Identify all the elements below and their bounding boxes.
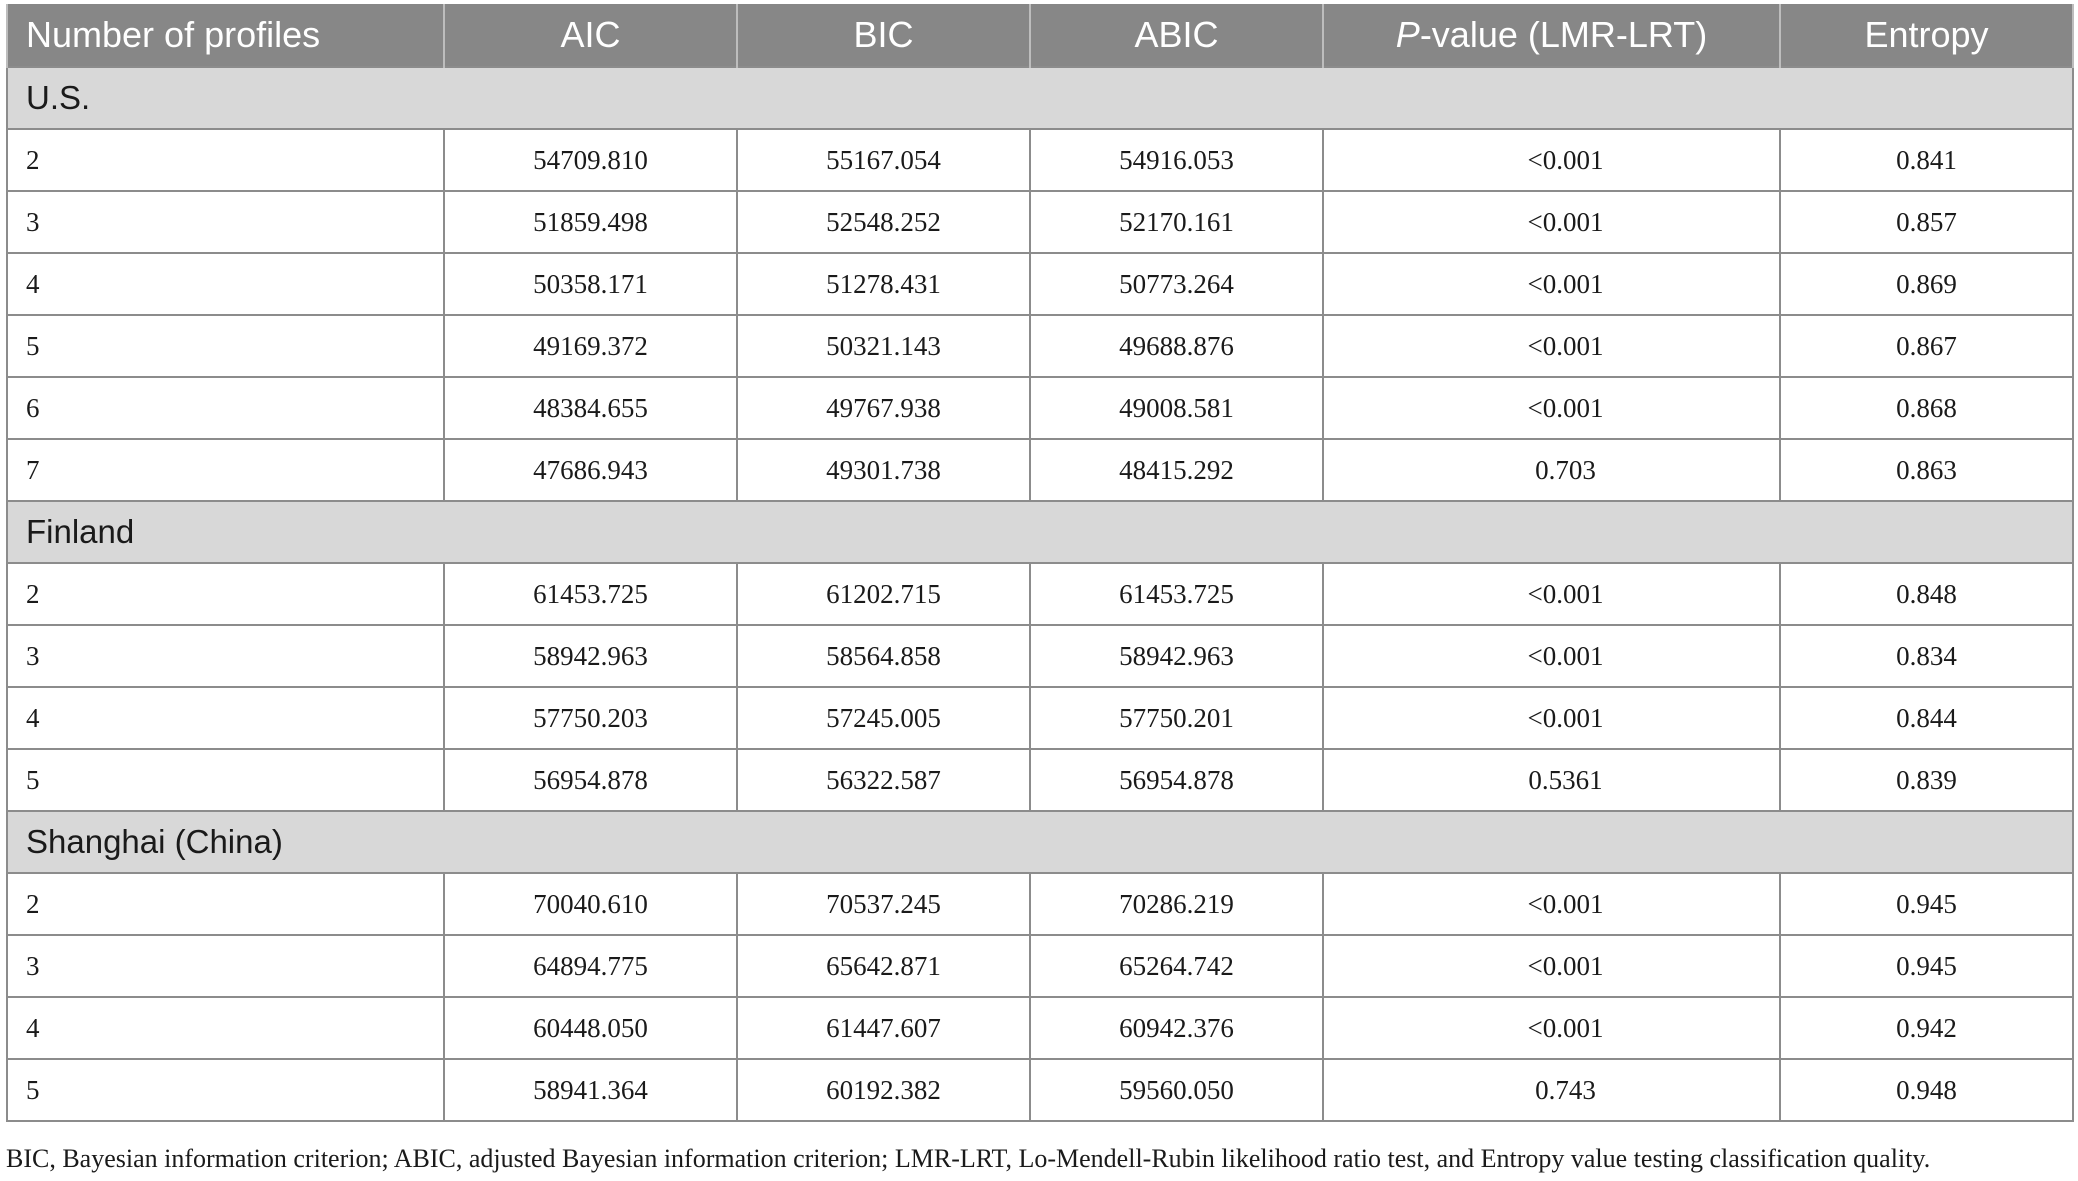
entropy-cell: 0.868 xyxy=(1780,377,2073,439)
group-row xyxy=(7,501,2073,563)
entropy-cell: 0.869 xyxy=(1780,253,2073,315)
profiles-cell: 5 xyxy=(7,749,444,811)
group-row xyxy=(7,811,2073,873)
table-row xyxy=(7,935,2073,997)
entropy-cell: 0.839 xyxy=(1780,749,2073,811)
profiles-cell: 3 xyxy=(7,935,444,997)
table-row xyxy=(7,439,2073,501)
table-row xyxy=(7,253,2073,315)
bic-cell: 58564.858 xyxy=(737,625,1030,687)
entropy-cell: 0.844 xyxy=(1780,687,2073,749)
abic-cell: 56954.878 xyxy=(1030,749,1323,811)
p-value-cell: 0.703 xyxy=(1323,439,1780,501)
abic-cell: 70286.219 xyxy=(1030,873,1323,935)
abic-cell: 60942.376 xyxy=(1030,997,1323,1059)
aic-cell: 51859.498 xyxy=(444,191,737,253)
p-value-cell: <0.001 xyxy=(1323,687,1780,749)
profiles-cell: 5 xyxy=(7,1059,444,1121)
entropy-cell: 0.863 xyxy=(1780,439,2073,501)
entropy-cell: 0.867 xyxy=(1780,315,2073,377)
table-row xyxy=(7,873,2073,935)
table-row xyxy=(7,625,2073,687)
group-row xyxy=(7,67,2073,129)
abic-cell: 49008.581 xyxy=(1030,377,1323,439)
profiles-cell: 2 xyxy=(7,129,444,191)
bic-cell: 70537.245 xyxy=(737,873,1030,935)
table-row xyxy=(7,1059,2073,1121)
aic-cell: 64894.775 xyxy=(444,935,737,997)
group-label: U.S. xyxy=(7,67,2073,129)
p-value-cell: <0.001 xyxy=(1323,377,1780,439)
profiles-cell: 6 xyxy=(7,377,444,439)
p-value-cell: <0.001 xyxy=(1323,997,1780,1059)
table-row xyxy=(7,563,2073,625)
bic-cell: 60192.382 xyxy=(737,1059,1030,1121)
profiles-cell: 5 xyxy=(7,315,444,377)
entropy-cell: 0.834 xyxy=(1780,625,2073,687)
profiles-cell: 3 xyxy=(7,625,444,687)
aic-cell: 61453.725 xyxy=(444,563,737,625)
profiles-cell: 4 xyxy=(7,253,444,315)
p-value-cell: <0.001 xyxy=(1323,873,1780,935)
p-value-cell: 0.5361 xyxy=(1323,749,1780,811)
p-value-cell: <0.001 xyxy=(1323,129,1780,191)
entropy-cell: 0.841 xyxy=(1780,129,2073,191)
bic-cell: 61202.715 xyxy=(737,563,1030,625)
entropy-cell: 0.945 xyxy=(1780,935,2073,997)
bic-cell: 55167.054 xyxy=(737,129,1030,191)
table-row xyxy=(7,315,2073,377)
profiles-cell: 3 xyxy=(7,191,444,253)
abic-cell: 48415.292 xyxy=(1030,439,1323,501)
group-label: Shanghai (China) xyxy=(7,811,2073,873)
bic-cell: 56322.587 xyxy=(737,749,1030,811)
bic-cell: 57245.005 xyxy=(737,687,1030,749)
header-row xyxy=(7,4,2073,67)
model-fit-table-container xyxy=(6,4,2072,1122)
model-fit-table xyxy=(6,4,2074,1122)
table-body xyxy=(7,67,2073,1121)
header-abic: ABIC xyxy=(1030,4,1323,67)
bic-cell: 49301.738 xyxy=(737,439,1030,501)
table-row xyxy=(7,687,2073,749)
profiles-cell: 2 xyxy=(7,563,444,625)
entropy-cell: 0.942 xyxy=(1780,997,2073,1059)
aic-cell: 60448.050 xyxy=(444,997,737,1059)
aic-cell: 47686.943 xyxy=(444,439,737,501)
abic-cell: 50773.264 xyxy=(1030,253,1323,315)
bic-cell: 65642.871 xyxy=(737,935,1030,997)
header-entropy: Entropy xyxy=(1780,4,2073,67)
aic-cell: 56954.878 xyxy=(444,749,737,811)
bic-cell: 50321.143 xyxy=(737,315,1030,377)
table-row xyxy=(7,997,2073,1059)
abic-cell: 57750.201 xyxy=(1030,687,1323,749)
abic-cell: 59560.050 xyxy=(1030,1059,1323,1121)
table-row xyxy=(7,749,2073,811)
profiles-cell: 4 xyxy=(7,687,444,749)
p-value-cell: <0.001 xyxy=(1323,315,1780,377)
aic-cell: 58942.963 xyxy=(444,625,737,687)
abic-cell: 58942.963 xyxy=(1030,625,1323,687)
aic-cell: 54709.810 xyxy=(444,129,737,191)
bic-cell: 52548.252 xyxy=(737,191,1030,253)
aic-cell: 49169.372 xyxy=(444,315,737,377)
entropy-cell: 0.848 xyxy=(1780,563,2073,625)
p-value-cell: <0.001 xyxy=(1323,563,1780,625)
abic-cell: 65264.742 xyxy=(1030,935,1323,997)
aic-cell: 70040.610 xyxy=(444,873,737,935)
header-p-rest: -value (LMR-LRT) xyxy=(1419,14,1708,55)
aic-cell: 57750.203 xyxy=(444,687,737,749)
aic-cell: 48384.655 xyxy=(444,377,737,439)
group-label: Finland xyxy=(7,501,2073,563)
abic-cell: 54916.053 xyxy=(1030,129,1323,191)
bic-cell: 51278.431 xyxy=(737,253,1030,315)
p-value-cell: <0.001 xyxy=(1323,253,1780,315)
abic-cell: 49688.876 xyxy=(1030,315,1323,377)
header-bic: BIC xyxy=(737,4,1030,67)
table-row xyxy=(7,377,2073,439)
p-value-cell: 0.743 xyxy=(1323,1059,1780,1121)
header-p-value xyxy=(1323,4,1780,67)
aic-cell: 50358.171 xyxy=(444,253,737,315)
aic-cell: 58941.364 xyxy=(444,1059,737,1121)
profiles-cell: 7 xyxy=(7,439,444,501)
entropy-cell: 0.948 xyxy=(1780,1059,2073,1121)
entropy-cell: 0.857 xyxy=(1780,191,2073,253)
bic-cell: 49767.938 xyxy=(737,377,1030,439)
abic-cell: 52170.161 xyxy=(1030,191,1323,253)
table-footnote: BIC, Bayesian information criterion; ABIC, adjusted Bayesian information criterion; LMR-LRT, Lo-Mendell-Rubin likelihood ratio test, and Entropy value testing classification quality. xyxy=(6,1144,1931,1173)
header-p-italic: P xyxy=(1395,14,1420,55)
p-value-cell: <0.001 xyxy=(1323,625,1780,687)
table-row xyxy=(7,191,2073,253)
entropy-cell: 0.945 xyxy=(1780,873,2073,935)
abic-cell: 61453.725 xyxy=(1030,563,1323,625)
p-value-cell: <0.001 xyxy=(1323,191,1780,253)
p-value-cell: <0.001 xyxy=(1323,935,1780,997)
bic-cell: 61447.607 xyxy=(737,997,1030,1059)
table-row xyxy=(7,129,2073,191)
table-header xyxy=(7,4,2073,67)
header-aic: AIC xyxy=(444,4,737,67)
profiles-cell: 2 xyxy=(7,873,444,935)
profiles-cell: 4 xyxy=(7,997,444,1059)
header-number-of-profiles: Number of profiles xyxy=(7,4,444,67)
